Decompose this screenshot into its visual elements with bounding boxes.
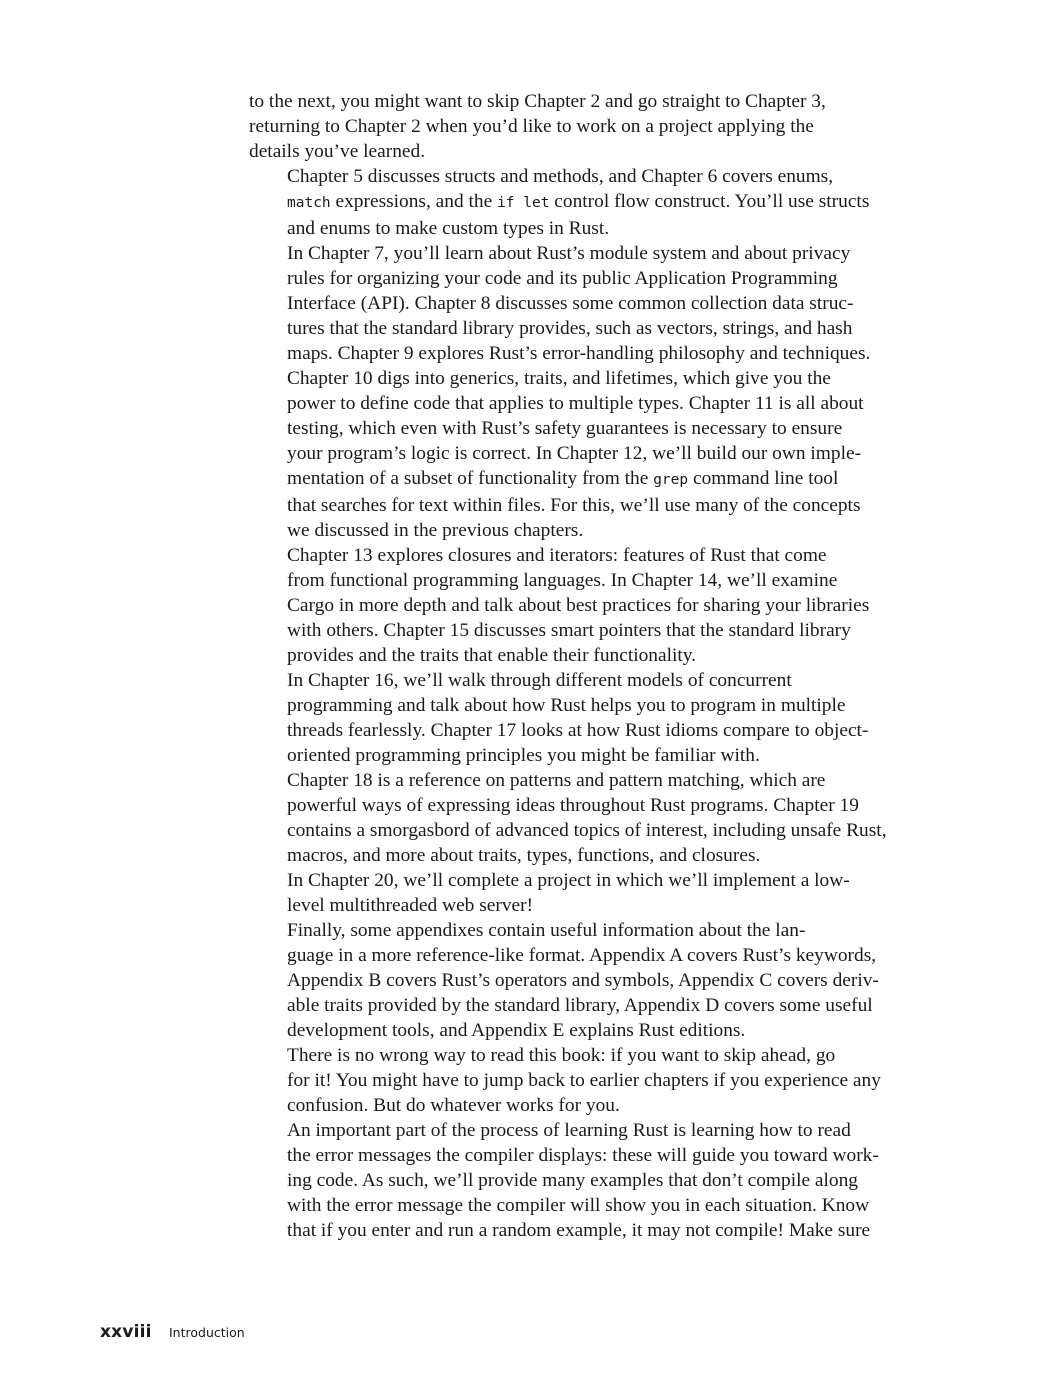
text-line <box>249 1018 949 1043</box>
text-segment: level multithreaded web server! <box>287 895 534 916</box>
text-segment: returning to Chapter 2 when you’d like to work on a project applying the <box>249 116 814 137</box>
text-line <box>249 1093 949 1118</box>
text-segment: tures that the standard library provides, such as vectors, strings, and hash <box>287 318 853 339</box>
text-line <box>249 1118 949 1143</box>
text-line <box>249 993 949 1018</box>
text-segment: confusion. But do whatever works for you. <box>287 1095 620 1116</box>
text-line <box>249 291 949 316</box>
text-segment: testing, which even with Rust’s safety guarantees is necessary to ensure <box>287 418 843 439</box>
text-line <box>249 1143 949 1168</box>
text-segment: oriented programming principles you might be familiar with. <box>287 745 760 766</box>
page-number: xxviii <box>100 1322 152 1342</box>
text-segment: we discussed in the previous chapters. <box>287 520 584 541</box>
text-segment: that searches for text within files. For this, we’ll use many of the concepts <box>287 495 861 516</box>
text-segment: and enums to make custom types in Rust. <box>287 218 610 239</box>
text-line <box>249 366 949 391</box>
text-line <box>249 893 949 918</box>
text-line <box>249 89 949 114</box>
paragraph <box>249 543 949 668</box>
text-segment: with others. Chapter 15 discusses smart pointers that the standard library <box>287 620 851 641</box>
text-line <box>249 868 949 893</box>
text-line <box>249 416 949 441</box>
text-line <box>249 668 949 693</box>
paragraph <box>249 868 949 918</box>
text-line <box>249 241 949 266</box>
paragraph <box>249 241 949 366</box>
text-segment: to the next, you might want to skip Chapter 2 and go straight to Chapter 3, <box>249 91 826 112</box>
text-line <box>249 466 949 493</box>
text-segment: Chapter 10 digs into generics, traits, and lifetimes, which give you the <box>287 368 831 389</box>
text-line <box>249 543 949 568</box>
text-line <box>249 518 949 543</box>
text-segment: control flow construct. You’ll use structs <box>549 191 870 212</box>
inline-code: grep <box>653 472 689 488</box>
text-line <box>249 793 949 818</box>
text-line <box>249 618 949 643</box>
text-segment: threads fearlessly. Chapter 17 looks at how Rust idioms compare to object- <box>287 720 869 741</box>
text-segment: expressions, and the <box>330 191 498 212</box>
text-line <box>249 843 949 868</box>
text-segment: Cargo in more depth and talk about best practices for sharing your libraries <box>287 595 870 616</box>
text-line <box>249 968 949 993</box>
text-segment: guage in a more reference-like format. Appendix A covers Rust’s keywords, <box>287 945 877 966</box>
text-segment: macros, and more about traits, types, functions, and closures. <box>287 845 761 866</box>
text-line <box>249 493 949 518</box>
text-line <box>249 918 949 943</box>
paragraph <box>249 768 949 868</box>
text-line <box>249 1218 949 1243</box>
text-line <box>249 768 949 793</box>
text-segment: rules for organizing your code and its public Application Programming <box>287 268 838 289</box>
text-segment: with the error message the compiler will show you in each situation. Know <box>287 1195 870 1216</box>
text-line <box>249 743 949 768</box>
text-line <box>249 266 949 291</box>
text-line <box>249 1168 949 1193</box>
text-segment: from functional programming languages. In Chapter 14, we’ll examine <box>287 570 838 591</box>
text-segment: your program’s logic is correct. In Chapter 12, we’ll build our own imple- <box>287 443 862 464</box>
text-segment: Appendix B covers Rust’s operators and symbols, Appendix C covers deriv- <box>287 970 879 991</box>
text-line <box>249 316 949 341</box>
text-segment: In Chapter 7, you’ll learn about Rust’s module system and about privacy <box>287 243 851 264</box>
text-segment: Chapter 18 is a reference on patterns and pattern matching, which are <box>287 770 826 791</box>
text-line <box>249 216 949 241</box>
text-segment: power to define code that applies to multiple types. Chapter 11 is all about <box>287 393 864 414</box>
text-segment: mentation of a subset of functionality from the <box>287 468 654 489</box>
text-line <box>249 114 949 139</box>
paragraph <box>249 366 949 543</box>
text-segment: command line tool <box>688 468 839 489</box>
text-segment: Chapter 5 discusses structs and methods, and Chapter 6 covers enums, <box>287 166 834 187</box>
text-line <box>249 1193 949 1218</box>
text-segment: details you’ve learned. <box>249 141 426 162</box>
paragraph <box>249 1043 949 1118</box>
paragraph <box>249 668 949 768</box>
inline-code: match <box>287 195 331 211</box>
inline-code: if let <box>497 195 550 211</box>
text-line <box>249 943 949 968</box>
text-segment: able traits provided by the standard library, Appendix D covers some useful <box>287 995 873 1016</box>
text-segment: maps. Chapter 9 explores Rust’s error-handling philosophy and techniques. <box>287 343 871 364</box>
text-line <box>249 441 949 466</box>
text-line <box>249 643 949 668</box>
paragraph <box>249 89 949 164</box>
text-segment: In Chapter 16, we’ll walk through different models of concurrent <box>287 670 792 691</box>
paragraph <box>249 164 949 241</box>
text-segment: There is no wrong way to read this book: if you want to skip ahead, go <box>287 1045 836 1066</box>
text-segment: that if you enter and run a random example, it may not compile! Make sure <box>287 1220 871 1241</box>
text-segment: programming and talk about how Rust helps you to program in multiple <box>287 695 846 716</box>
text-line <box>249 693 949 718</box>
text-line <box>249 391 949 416</box>
text-line <box>249 568 949 593</box>
running-head: Introduction <box>169 1325 245 1340</box>
text-line <box>249 1043 949 1068</box>
text-segment: for it! You might have to jump back to earlier chapters if you experience any <box>287 1070 881 1091</box>
text-segment: ing code. As such, we’ll provide many examples that don’t compile along <box>287 1170 859 1191</box>
text-segment: In Chapter 20, we’ll complete a project in which we’ll implement a low- <box>287 870 850 891</box>
text-line <box>249 718 949 743</box>
text-segment: provides and the traits that enable their functionality. <box>287 645 697 666</box>
paragraph <box>249 918 949 1043</box>
text-line <box>249 593 949 618</box>
text-line <box>249 818 949 843</box>
text-line <box>249 139 949 164</box>
text-segment: Interface (API). Chapter 8 discusses some common collection data struc- <box>287 293 854 314</box>
text-segment: development tools, and Appendix E explains Rust editions. <box>287 1020 746 1041</box>
paragraph <box>249 1118 949 1243</box>
text-line <box>249 164 949 189</box>
body-text <box>249 89 949 1243</box>
text-line <box>249 189 949 216</box>
text-segment: An important part of the process of learning Rust is learning how to read <box>287 1120 851 1141</box>
text-segment: contains a smorgasbord of advanced topics of interest, including unsafe Rust, <box>287 820 887 841</box>
text-segment: the error messages the compiler displays: these will guide you toward work- <box>287 1145 879 1166</box>
text-segment: Chapter 13 explores closures and iterators: features of Rust that come <box>287 545 827 566</box>
text-line <box>249 1068 949 1093</box>
text-segment: powerful ways of expressing ideas throughout Rust programs. Chapter 19 <box>287 795 859 816</box>
text-line <box>249 341 949 366</box>
text-segment: Finally, some appendixes contain useful information about the lan- <box>287 920 806 941</box>
